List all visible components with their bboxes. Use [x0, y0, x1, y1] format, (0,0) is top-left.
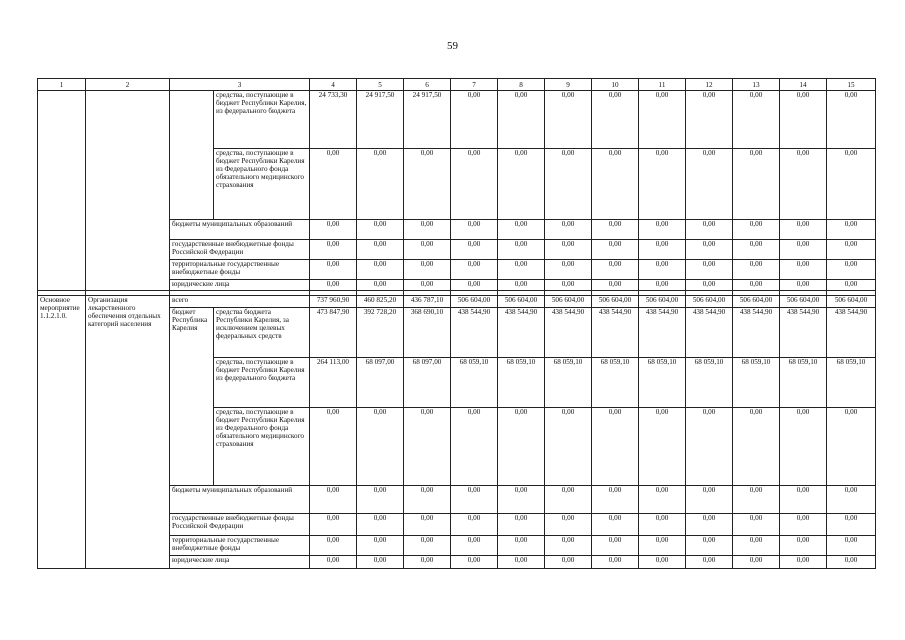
value-cell: 506 604,00: [733, 296, 780, 308]
value-cell: 0,00: [451, 240, 498, 260]
value-cell: 436 787,10: [404, 296, 451, 308]
value-cell: 0,00: [686, 91, 733, 149]
funding-source-cell: средства бюджета Республики Карелия, за исключением целевых федеральных средств: [214, 308, 310, 358]
value-cell: 0,00: [733, 220, 780, 240]
funding-source-cell: территориальные государственные внебюджетные фонды: [170, 536, 310, 556]
value-cell: 0,00: [498, 260, 545, 280]
value-cell: 0,00: [827, 514, 876, 536]
funding-source-cell: территориальные государственные внебюджетные фонды: [170, 260, 310, 280]
value-cell: 0,00: [498, 149, 545, 220]
value-cell: 438 544,90: [733, 308, 780, 358]
value-cell: 0,00: [498, 280, 545, 291]
header-cell: 6: [404, 79, 451, 91]
value-cell: 0,00: [498, 220, 545, 240]
value-cell: 0,00: [404, 280, 451, 291]
value-cell: 438 544,90: [451, 308, 498, 358]
value-cell: 0,00: [639, 486, 686, 514]
value-cell: 0,00: [686, 240, 733, 260]
value-cell: 0,00: [451, 91, 498, 149]
empty-cell: [86, 91, 170, 291]
value-cell: 0,00: [498, 408, 545, 486]
funding-source-cell: средства, поступающие в бюджет Республики Карелия из Федерального фонда обязательного медицинского страхования: [214, 408, 310, 486]
header-cell: 3: [170, 79, 310, 91]
value-cell: 0,00: [639, 514, 686, 536]
funding-source-cell: всего: [170, 296, 310, 308]
value-cell: 0,00: [639, 260, 686, 280]
value-cell: 0,00: [404, 486, 451, 514]
value-cell: 438 544,90: [592, 308, 639, 358]
value-cell: 0,00: [310, 536, 357, 556]
value-cell: 438 544,90: [639, 308, 686, 358]
value-cell: 0,00: [592, 149, 639, 220]
value-cell: 0,00: [451, 220, 498, 240]
value-cell: 0,00: [733, 280, 780, 291]
value-cell: 0,00: [733, 91, 780, 149]
value-cell: 0,00: [357, 280, 404, 291]
value-cell: 438 544,90: [498, 308, 545, 358]
value-cell: 68 059,10: [451, 358, 498, 408]
value-cell: 0,00: [498, 486, 545, 514]
value-cell: 0,00: [780, 556, 827, 569]
value-cell: 0,00: [780, 220, 827, 240]
value-cell: 438 544,90: [545, 308, 592, 358]
value-cell: 68 059,10: [592, 358, 639, 408]
value-cell: 506 604,00: [780, 296, 827, 308]
funding-source-cell: государственные внебюджетные фонды Российской Федерации: [170, 514, 310, 536]
header-cell: 9: [545, 79, 592, 91]
value-cell: 460 825,20: [357, 296, 404, 308]
value-cell: 0,00: [686, 280, 733, 291]
value-cell: 0,00: [545, 240, 592, 260]
value-cell: 0,00: [639, 536, 686, 556]
header-cell: 4: [310, 79, 357, 91]
value-cell: 0,00: [686, 149, 733, 220]
value-cell: 68 097,00: [404, 358, 451, 408]
header-cell: 2: [86, 79, 170, 91]
funding-source-cell: государственные внебюджетные фонды Российской Федерации: [170, 240, 310, 260]
value-cell: 0,00: [686, 260, 733, 280]
value-cell: 0,00: [827, 260, 876, 280]
value-cell: 0,00: [357, 514, 404, 536]
value-cell: 24 733,30: [310, 91, 357, 149]
header-cell: 13: [733, 79, 780, 91]
value-cell: 0,00: [545, 486, 592, 514]
value-cell: 0,00: [545, 536, 592, 556]
value-cell: 0,00: [357, 149, 404, 220]
value-cell: 0,00: [639, 408, 686, 486]
value-cell: 0,00: [686, 220, 733, 240]
value-cell: 0,00: [827, 556, 876, 569]
value-cell: 0,00: [310, 220, 357, 240]
value-cell: 0,00: [780, 91, 827, 149]
table-row: [38, 91, 876, 149]
value-cell: 0,00: [780, 514, 827, 536]
page-number: 59: [447, 40, 458, 52]
value-cell: 0,00: [686, 514, 733, 536]
value-cell: 0,00: [780, 240, 827, 260]
value-cell: 0,00: [545, 280, 592, 291]
value-cell: 0,00: [827, 91, 876, 149]
value-cell: 0,00: [404, 514, 451, 536]
value-cell: 0,00: [451, 514, 498, 536]
value-cell: 68 097,00: [357, 358, 404, 408]
value-cell: 0,00: [310, 149, 357, 220]
empty-cell: [38, 91, 86, 291]
value-cell: 506 604,00: [592, 296, 639, 308]
value-cell: 0,00: [639, 91, 686, 149]
value-cell: 0,00: [404, 220, 451, 240]
value-cell: 0,00: [827, 220, 876, 240]
value-cell: 0,00: [310, 260, 357, 280]
value-cell: 0,00: [545, 220, 592, 240]
value-cell: 0,00: [733, 240, 780, 260]
header-cell: 14: [780, 79, 827, 91]
value-cell: 0,00: [451, 149, 498, 220]
value-cell: 392 728,20: [357, 308, 404, 358]
value-cell: 0,00: [592, 260, 639, 280]
value-cell: 0,00: [310, 408, 357, 486]
value-cell: 0,00: [686, 486, 733, 514]
value-cell: 0,00: [451, 556, 498, 569]
value-cell: 0,00: [592, 536, 639, 556]
value-cell: 0,00: [357, 220, 404, 240]
table-row: [38, 296, 876, 308]
value-cell: 0,00: [639, 149, 686, 220]
value-cell: 68 059,10: [498, 358, 545, 408]
header-cell: 12: [686, 79, 733, 91]
header-cell: 11: [639, 79, 686, 91]
value-cell: 0,00: [733, 486, 780, 514]
value-cell: 0,00: [310, 240, 357, 260]
value-cell: 438 544,90: [780, 308, 827, 358]
header-cell: 1: [38, 79, 86, 91]
empty-cell: [170, 91, 214, 220]
value-cell: 0,00: [827, 240, 876, 260]
value-cell: 0,00: [404, 260, 451, 280]
funding-source-cell: средства, поступающие в бюджет Республики Карелия, из федерального бюджета: [214, 91, 310, 149]
value-cell: 506 604,00: [686, 296, 733, 308]
value-cell: 0,00: [639, 556, 686, 569]
value-cell: 0,00: [545, 514, 592, 536]
value-cell: 506 604,00: [451, 296, 498, 308]
value-cell: 0,00: [780, 486, 827, 514]
value-cell: 0,00: [451, 408, 498, 486]
value-cell: 0,00: [592, 486, 639, 514]
value-cell: 0,00: [780, 149, 827, 220]
value-cell: 0,00: [357, 486, 404, 514]
value-cell: 0,00: [827, 536, 876, 556]
value-cell: 0,00: [310, 556, 357, 569]
value-cell: 0,00: [451, 280, 498, 291]
value-cell: 68 059,10: [686, 358, 733, 408]
value-cell: 0,00: [780, 536, 827, 556]
funding-source-cell: юридические лица: [170, 556, 310, 569]
value-cell: 0,00: [357, 408, 404, 486]
value-cell: 0,00: [545, 149, 592, 220]
value-cell: 0,00: [310, 514, 357, 536]
value-cell: 0,00: [780, 280, 827, 291]
header-cell: 10: [592, 79, 639, 91]
value-cell: 0,00: [404, 240, 451, 260]
value-cell: 0,00: [310, 486, 357, 514]
value-cell: 0,00: [733, 536, 780, 556]
value-cell: 0,00: [592, 514, 639, 536]
value-cell: 0,00: [451, 536, 498, 556]
header-cell: 8: [498, 79, 545, 91]
value-cell: 0,00: [686, 408, 733, 486]
value-cell: 0,00: [827, 280, 876, 291]
value-cell: 0,00: [498, 536, 545, 556]
value-cell: 0,00: [639, 220, 686, 240]
value-cell: 68 059,10: [733, 358, 780, 408]
value-cell: 0,00: [592, 408, 639, 486]
value-cell: 0,00: [733, 514, 780, 536]
value-cell: 0,00: [686, 556, 733, 569]
value-cell: 737 960,90: [310, 296, 357, 308]
value-cell: 0,00: [686, 536, 733, 556]
value-cell: 0,00: [592, 220, 639, 240]
value-cell: 506 604,00: [545, 296, 592, 308]
value-cell: 0,00: [592, 556, 639, 569]
value-cell: 0,00: [451, 486, 498, 514]
value-cell: 0,00: [733, 260, 780, 280]
value-cell: 24 917,50: [404, 91, 451, 149]
value-cell: 0,00: [733, 408, 780, 486]
value-cell: 0,00: [357, 536, 404, 556]
funding-source-cell: бюджеты муниципальных образований: [170, 220, 310, 240]
header-cell: 15: [827, 79, 876, 91]
value-cell: 0,00: [498, 240, 545, 260]
value-cell: 0,00: [639, 280, 686, 291]
funding-source-cell: средства, поступающие в бюджет Республики Карелия из Федерального фонда обязательного медицинского страхования: [214, 149, 310, 220]
value-cell: 24 917,50: [357, 91, 404, 149]
value-cell: 506 604,00: [827, 296, 876, 308]
value-cell: 68 059,10: [545, 358, 592, 408]
value-cell: 0,00: [545, 91, 592, 149]
value-cell: 0,00: [498, 91, 545, 149]
value-cell: 0,00: [545, 260, 592, 280]
funding-source-cell: юридические лица: [170, 280, 310, 291]
value-cell: 0,00: [733, 556, 780, 569]
value-cell: 0,00: [357, 260, 404, 280]
value-cell: 0,00: [545, 556, 592, 569]
value-cell: 0,00: [498, 556, 545, 569]
header-cell: 7: [451, 79, 498, 91]
value-cell: 0,00: [780, 408, 827, 486]
value-cell: 473 847,90: [310, 308, 357, 358]
value-cell: 68 059,10: [639, 358, 686, 408]
value-cell: 0,00: [827, 149, 876, 220]
value-cell: 506 604,00: [498, 296, 545, 308]
value-cell: 438 544,90: [827, 308, 876, 358]
measure-name-cell: Организация лекарственного обеспечения отдельных категорий населения: [86, 296, 170, 569]
budget-name-cell: бюджет Республика Карелия: [170, 308, 214, 486]
funding-source-cell: средства, поступающие в бюджет Республики Карелия из федерального бюджета: [214, 358, 310, 408]
value-cell: 264 113,00: [310, 358, 357, 408]
value-cell: 0,00: [451, 260, 498, 280]
value-cell: 0,00: [592, 91, 639, 149]
value-cell: 0,00: [357, 556, 404, 569]
value-cell: 0,00: [592, 280, 639, 291]
measure-code-cell: Основное мероприятие 1.1.2.1.0.: [38, 296, 86, 569]
budget-table: [37, 78, 876, 569]
value-cell: 368 690,10: [404, 308, 451, 358]
value-cell: 0,00: [639, 240, 686, 260]
funding-source-cell: бюджеты муниципальных образований: [170, 486, 310, 514]
value-cell: 0,00: [780, 260, 827, 280]
value-cell: 68 059,10: [827, 358, 876, 408]
value-cell: 0,00: [404, 536, 451, 556]
value-cell: 0,00: [404, 149, 451, 220]
value-cell: 0,00: [310, 280, 357, 291]
value-cell: 0,00: [404, 408, 451, 486]
header-cell: 5: [357, 79, 404, 91]
value-cell: 68 059,10: [780, 358, 827, 408]
value-cell: 0,00: [592, 240, 639, 260]
value-cell: 0,00: [827, 408, 876, 486]
header-row: [38, 79, 876, 91]
value-cell: 0,00: [545, 408, 592, 486]
value-cell: 0,00: [357, 240, 404, 260]
value-cell: 0,00: [733, 149, 780, 220]
value-cell: 438 544,90: [686, 308, 733, 358]
value-cell: 0,00: [498, 514, 545, 536]
value-cell: 0,00: [827, 486, 876, 514]
value-cell: 0,00: [404, 556, 451, 569]
value-cell: 506 604,00: [639, 296, 686, 308]
